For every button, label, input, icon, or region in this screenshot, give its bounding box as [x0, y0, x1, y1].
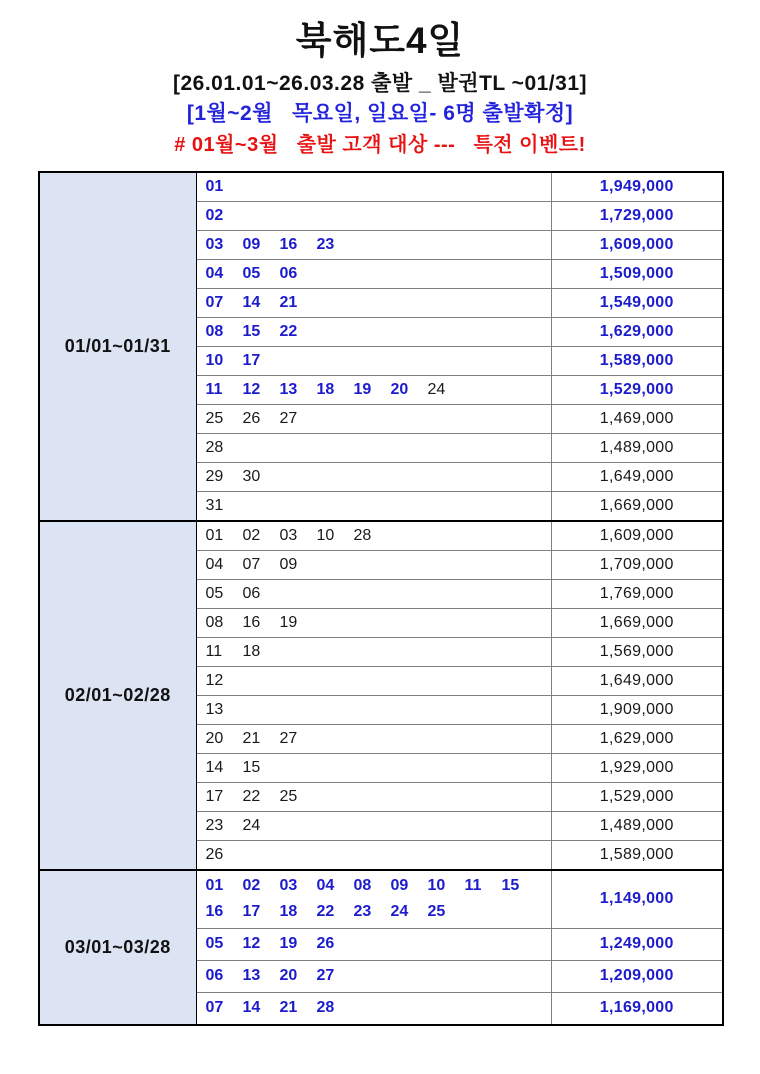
price-cell: 1,629,000 — [551, 725, 723, 754]
price-cell: 1,669,000 — [551, 492, 723, 522]
date-token: 10 — [205, 352, 224, 369]
date-token: 25 — [427, 903, 446, 921]
date-token: 06 — [242, 585, 261, 602]
table-row — [39, 870, 723, 928]
date-token: 25 — [205, 410, 224, 427]
date-token: 22 — [242, 788, 261, 805]
dates-cell — [196, 960, 551, 992]
date-token: 09 — [279, 556, 298, 573]
date-token: 23 — [205, 817, 224, 834]
date-token: 02 — [242, 877, 261, 895]
date-token: 11 — [464, 877, 482, 895]
price-cell: 1,209,000 — [551, 960, 723, 992]
date-token: 02 — [242, 527, 261, 544]
price-cell: 1,929,000 — [551, 754, 723, 783]
date-token: 06 — [205, 967, 224, 985]
date-token: 27 — [279, 730, 298, 747]
date-token: 12 — [242, 935, 261, 953]
price-cell: 1,589,000 — [551, 841, 723, 871]
date-token: 13 — [242, 967, 261, 985]
price-cell: 1,529,000 — [551, 783, 723, 812]
price-cell: 1,589,000 — [551, 347, 723, 376]
date-token: 16 — [205, 903, 224, 921]
date-token: 22 — [279, 323, 298, 340]
dates-cell — [196, 172, 551, 202]
date-token: 01 — [205, 877, 224, 895]
date-token: 23 — [316, 236, 335, 253]
price-cell: 1,509,000 — [551, 260, 723, 289]
date-token: 05 — [205, 935, 224, 953]
date-token: 09 — [390, 877, 409, 895]
date-token: 26 — [205, 846, 224, 863]
date-token: 23 — [353, 903, 372, 921]
date-token: 28 — [316, 999, 335, 1017]
date-token: 04 — [205, 265, 224, 282]
price-cell: 1,569,000 — [551, 638, 723, 667]
date-token: 16 — [279, 236, 298, 253]
dates-cell — [196, 202, 551, 231]
date-token: 08 — [353, 877, 372, 895]
table-row — [39, 172, 723, 202]
dates-cell — [196, 289, 551, 318]
date-token: 21 — [279, 999, 298, 1017]
date-token: 31 — [205, 497, 224, 514]
dates-cell — [196, 725, 551, 754]
dates-cell — [196, 492, 551, 522]
dates-cell — [196, 609, 551, 638]
date-token: 28 — [205, 439, 224, 456]
dates-cell — [196, 551, 551, 580]
price-cell: 1,649,000 — [551, 667, 723, 696]
date-token: 07 — [242, 556, 261, 573]
date-token: 05 — [242, 265, 261, 282]
dates-cell — [196, 318, 551, 347]
date-token: 14 — [242, 294, 261, 311]
dates-cell — [196, 260, 551, 289]
date-token: 19 — [353, 381, 372, 398]
date-token: 08 — [205, 323, 224, 340]
date-token: 18 — [242, 643, 261, 660]
date-token: 22 — [316, 903, 335, 921]
month-range-label: 01/01~01/31 — [39, 172, 196, 521]
dates-cell — [196, 580, 551, 609]
price-cell: 1,469,000 — [551, 405, 723, 434]
dates-cell — [196, 754, 551, 783]
date-token: 20 — [390, 381, 409, 398]
dates-cell — [196, 405, 551, 434]
price-cell: 1,649,000 — [551, 463, 723, 492]
date-token: 26 — [316, 935, 335, 953]
price-cell: 1,169,000 — [551, 993, 723, 1025]
date-token: 09 — [242, 236, 261, 253]
table-row — [39, 521, 723, 551]
date-token: 03 — [205, 236, 224, 253]
date-token: 20 — [279, 967, 298, 985]
date-token: 26 — [242, 410, 261, 427]
date-token: 11 — [205, 643, 223, 660]
price-cell: 1,249,000 — [551, 928, 723, 960]
dates-cell — [196, 434, 551, 463]
date-token: 10 — [316, 527, 335, 544]
date-token: 19 — [279, 935, 298, 953]
date-token: 12 — [242, 381, 261, 398]
date-token: 08 — [205, 614, 224, 631]
date-token: 27 — [279, 410, 298, 427]
date-token: 27 — [316, 967, 335, 985]
date-token: 24 — [390, 903, 409, 921]
dates-cell — [196, 231, 551, 260]
date-token: 07 — [205, 999, 224, 1017]
departure-period-subtitle: [26.01.01~26.03.28 출발 _ 발권TL ~01/31] — [173, 72, 587, 95]
dates-cell — [196, 638, 551, 667]
date-token: 01 — [205, 178, 224, 195]
date-token: 17 — [242, 903, 261, 921]
dates-cell — [196, 928, 551, 960]
month-range-label: 03/01~03/28 — [39, 870, 196, 1025]
date-token: 15 — [242, 323, 261, 340]
date-token: 02 — [205, 207, 224, 224]
date-token: 24 — [427, 381, 446, 398]
date-token: 04 — [316, 877, 335, 895]
date-token: 07 — [205, 294, 224, 311]
date-token: 12 — [205, 672, 224, 689]
month-range-label: 02/01~02/28 — [39, 521, 196, 870]
price-cell: 1,949,000 — [551, 172, 723, 202]
date-token: 28 — [353, 527, 372, 544]
date-token: 30 — [242, 468, 261, 485]
date-token: 15 — [242, 759, 261, 776]
date-token: 29 — [205, 468, 224, 485]
price-cell: 1,909,000 — [551, 696, 723, 725]
price-table — [38, 171, 724, 1026]
price-cell: 1,489,000 — [551, 434, 723, 463]
date-token: 17 — [205, 788, 224, 805]
sheet-header — [0, 0, 760, 158]
dates-cell — [196, 667, 551, 696]
dates-cell — [196, 993, 551, 1025]
date-token: 06 — [279, 265, 298, 282]
dates-cell — [196, 696, 551, 725]
date-token: 19 — [279, 614, 298, 631]
price-cell: 1,669,000 — [551, 609, 723, 638]
price-cell: 1,629,000 — [551, 318, 723, 347]
date-token: 10 — [427, 877, 446, 895]
date-token: 20 — [205, 730, 224, 747]
dates-cell — [196, 783, 551, 812]
dates-cell — [196, 841, 551, 871]
date-token: 14 — [205, 759, 224, 776]
date-token: 21 — [279, 294, 298, 311]
date-token: 15 — [501, 877, 520, 895]
date-token: 01 — [205, 527, 224, 544]
date-token: 25 — [279, 788, 298, 805]
dates-cell — [196, 376, 551, 405]
dates-cell — [196, 463, 551, 492]
date-token: 13 — [279, 381, 298, 398]
price-cell: 1,529,000 — [551, 376, 723, 405]
date-token: 21 — [242, 730, 261, 747]
date-token: 03 — [279, 527, 298, 544]
date-token: 17 — [242, 352, 261, 369]
date-token: 04 — [205, 556, 224, 573]
price-cell: 1,609,000 — [551, 521, 723, 551]
date-token: 18 — [279, 903, 298, 921]
price-cell: 1,149,000 — [551, 870, 723, 928]
price-cell: 1,769,000 — [551, 580, 723, 609]
dates-cell — [196, 347, 551, 376]
date-token: 24 — [242, 817, 261, 834]
price-cell: 1,549,000 — [551, 289, 723, 318]
date-token: 16 — [242, 614, 261, 631]
price-cell: 1,729,000 — [551, 202, 723, 231]
date-token: 05 — [205, 585, 224, 602]
price-cell: 1,489,000 — [551, 812, 723, 841]
dates-cell — [196, 521, 551, 551]
date-token: 11 — [205, 381, 223, 398]
date-token: 03 — [279, 877, 298, 895]
event-notice: # 01월~3월 출발 고객 대상 --- 특전 이벤트! — [174, 134, 586, 156]
dates-cell — [196, 812, 551, 841]
page-title: 북해도4일 — [295, 20, 465, 61]
confirmed-departure-notice: [1월~2월 목요일, 일요일- 6명 출발확정] — [186, 102, 574, 125]
price-cell: 1,609,000 — [551, 231, 723, 260]
dates-cell — [196, 870, 551, 928]
date-token: 18 — [316, 381, 335, 398]
date-token: 13 — [205, 701, 224, 718]
price-cell: 1,709,000 — [551, 551, 723, 580]
date-token: 14 — [242, 999, 261, 1017]
